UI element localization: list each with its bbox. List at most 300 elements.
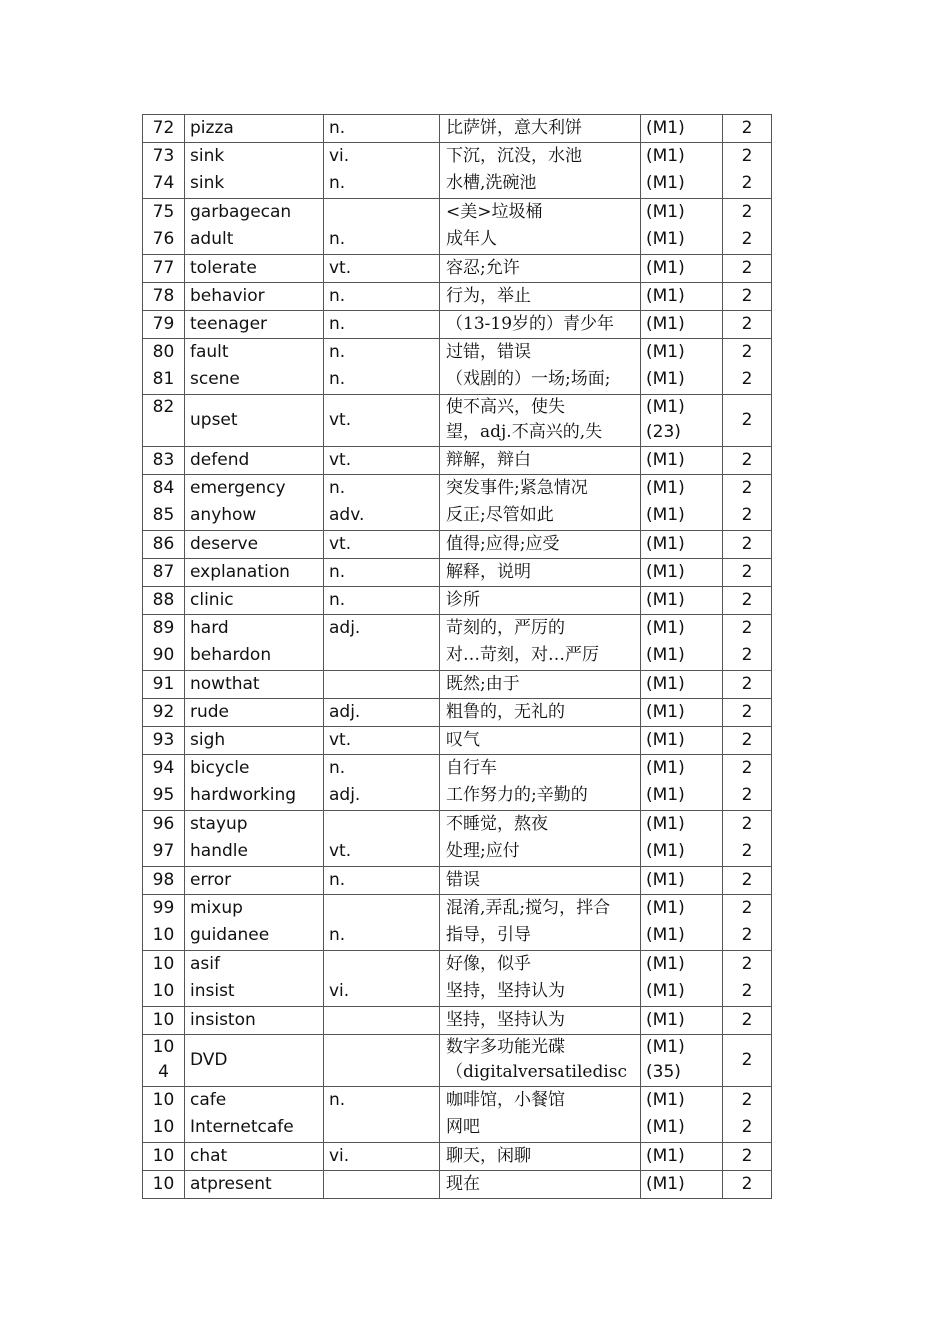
module-reference-text: (M1) [646,146,685,166]
word-text: Internetcafe [190,1117,294,1137]
table-row [143,615,772,671]
count-cell [723,339,772,395]
part-of-speech-cell [324,1087,440,1143]
table-row [143,587,772,615]
table-row [143,1143,772,1171]
row-number-cell [143,475,185,531]
part-of-speech-text: adj. [329,785,361,805]
module-reference-text: (M1) [646,785,685,805]
module-reference-text: (M1) [646,981,685,1001]
module-reference-text: (M1) [646,342,685,362]
row-number-text: 85 [152,505,175,525]
table-row [143,395,772,447]
module-reference-cell [641,531,723,559]
part-of-speech-cell [324,395,440,447]
meaning-cell [440,531,641,559]
module-reference-text: (M1) [646,258,685,278]
word-cell [185,447,324,475]
meaning-cell [440,811,641,867]
row-number-text: 94 [152,758,175,778]
module-reference-text: (M1) [646,1090,685,1110]
module-reference-cell [641,699,723,727]
meaning-cell [440,951,641,1007]
module-reference-cell [641,283,723,311]
count-text: 2 [741,758,753,778]
module-reference-cell [641,1007,723,1035]
meaning-text: （digitalversatiledisc [446,1062,628,1082]
row-number-text: 10 [152,1174,175,1194]
row-number-cell [143,311,185,339]
count-text: 2 [741,534,753,554]
part-of-speech-text: vt. [329,534,352,554]
count-cell [723,475,772,531]
word-text: anyhow [190,505,257,525]
word-cell [185,115,324,143]
count-text: 2 [741,785,753,805]
row-number-cell [143,1171,185,1199]
row-number-text: 4 [158,1062,169,1082]
count-text: 2 [741,954,753,974]
meaning-cell [440,339,641,395]
row-number-text: 84 [152,478,175,498]
word-cell [185,895,324,951]
row-number-text: 96 [152,814,175,834]
meaning-text: 望，adj.不高兴的,失 [446,422,603,442]
row-number-text: 77 [152,258,175,278]
module-reference-text: (M1) [646,534,685,554]
count-text: 2 [741,674,753,694]
word-cell [185,559,324,587]
count-text: 2 [741,702,753,722]
meaning-cell [440,587,641,615]
meaning-text: 自行车 [446,758,497,778]
table-row [143,475,772,531]
word-text: defend [190,450,250,470]
row-number-cell [143,559,185,587]
meaning-cell [440,1143,641,1171]
meaning-text: 容忍;允许 [446,258,520,278]
meaning-text: （13-19岁的）青少年 [446,314,615,334]
module-reference-cell [641,395,723,447]
row-number-text: 93 [152,730,175,750]
count-cell [723,755,772,811]
part-of-speech-cell [324,115,440,143]
module-reference-text: (M1) [646,202,685,222]
table-row [143,447,772,475]
count-text: 2 [741,146,753,166]
module-reference-text: (M1) [646,758,685,778]
word-cell [185,531,324,559]
count-text: 2 [741,286,753,306]
table-row [143,1035,772,1087]
row-number-cell [143,143,185,199]
module-reference-cell [641,587,723,615]
module-reference-text: (M1) [646,173,685,193]
module-reference-text: (M1) [646,814,685,834]
count-text: 2 [741,1010,753,1030]
meaning-cell [440,1171,641,1199]
word-cell [185,811,324,867]
count-text: 2 [741,1090,753,1110]
row-number-cell [143,283,185,311]
word-text: asif [190,954,220,974]
count-text: 2 [741,410,753,430]
row-number-text: 75 [152,202,175,222]
part-of-speech-text: adj. [329,702,361,722]
count-cell [723,1087,772,1143]
table-row [143,755,772,811]
module-reference-text: (M1) [646,1037,685,1057]
part-of-speech-text [329,1171,439,1198]
count-text: 2 [741,505,753,525]
part-of-speech-text [329,671,439,698]
count-cell [723,671,772,699]
word-text: guidanee [190,925,270,945]
meaning-text: 咖啡馆，小餐馆 [446,1090,565,1110]
part-of-speech-cell [324,727,440,755]
part-of-speech-cell [324,1143,440,1171]
part-of-speech-text: adj. [329,618,361,638]
part-of-speech-text [329,642,439,669]
row-number-cell [143,615,185,671]
row-number-cell [143,531,185,559]
meaning-text: 网吧 [446,1117,480,1137]
row-number-text: 79 [152,314,175,334]
meaning-text: 对…苛刻，对…严厉 [446,645,599,665]
meaning-cell [440,1035,641,1087]
meaning-cell [440,1087,641,1143]
meaning-text: 粗鲁的，无礼的 [446,702,565,722]
row-number-text: 10 [152,981,175,1001]
count-cell [723,143,772,199]
row-number-text: 76 [152,229,175,249]
count-cell [723,283,772,311]
word-text: nowthat [190,674,260,694]
module-reference-cell [641,199,723,255]
word-cell [185,671,324,699]
part-of-speech-text: vt. [329,450,352,470]
word-text: teenager [190,314,268,334]
word-cell [185,339,324,395]
part-of-speech-cell [324,1171,440,1199]
part-of-speech-cell [324,951,440,1007]
count-text: 2 [741,590,753,610]
meaning-text: 成年人 [446,229,497,249]
part-of-speech-cell [324,615,440,671]
part-of-speech-cell [324,475,440,531]
meaning-text: 诊所 [446,590,480,610]
word-text: upset [190,410,238,430]
row-number-text: 72 [152,118,175,138]
table-row [143,339,772,395]
meaning-cell [440,699,641,727]
count-cell [723,1035,772,1087]
row-number-text: 10 [152,925,175,945]
row-number-text: 97 [152,841,175,861]
meaning-text: 使不高兴，使失 [446,397,565,417]
module-reference-text: (35) [646,1062,681,1082]
meaning-text: 下沉，沉没，水池 [446,146,582,166]
word-text: scene [190,369,240,389]
meaning-text: 辩解，辩白 [446,450,531,470]
row-number-text: 73 [152,146,175,166]
count-text: 2 [741,1050,753,1070]
part-of-speech-cell [324,699,440,727]
part-of-speech-cell [324,811,440,867]
row-number-cell [143,727,185,755]
row-number-cell [143,587,185,615]
table-row [143,143,772,199]
meaning-text: 工作努力的;辛勤的 [446,785,588,805]
part-of-speech-text: n. [329,369,346,389]
word-cell [185,395,324,447]
word-text: cafe [190,1090,227,1110]
module-reference-text: (M1) [646,702,685,722]
count-cell [723,699,772,727]
word-cell [185,199,324,255]
word-cell [185,699,324,727]
module-reference-text: (M1) [646,450,685,470]
meaning-text: <美>垃圾桶 [446,202,543,222]
row-number-cell [143,867,185,895]
word-cell [185,1087,324,1143]
meaning-cell [440,895,641,951]
module-reference-cell [641,615,723,671]
part-of-speech-cell [324,311,440,339]
part-of-speech-cell [324,755,440,811]
table-row [143,811,772,867]
word-text: sink [190,173,225,193]
row-number-text: 10 [152,1146,175,1166]
module-reference-cell [641,1171,723,1199]
module-reference-text: (M1) [646,841,685,861]
count-text: 2 [741,450,753,470]
meaning-cell [440,727,641,755]
part-of-speech-cell [324,1007,440,1035]
word-text: handle [190,841,248,861]
row-number-cell [143,115,185,143]
word-text: sigh [190,730,226,750]
count-text: 2 [741,173,753,193]
meaning-text: 值得;应得;应受 [446,534,560,554]
part-of-speech-text [329,811,439,838]
word-cell [185,1143,324,1171]
count-cell [723,1007,772,1035]
row-number-text: 10 [152,1090,175,1110]
module-reference-text: (M1) [646,118,685,138]
meaning-text: 既然;由于 [446,674,520,694]
module-reference-text: (M1) [646,1146,685,1166]
table-row [143,311,772,339]
module-reference-text: (M1) [646,618,685,638]
table-row [143,283,772,311]
row-number-text: 90 [152,645,175,665]
part-of-speech-cell [324,587,440,615]
row-number-cell [143,1007,185,1035]
count-text: 2 [741,202,753,222]
row-number-text: 92 [152,702,175,722]
meaning-text: 坚持，坚持认为 [446,1010,565,1030]
table-row [143,559,772,587]
part-of-speech-cell [324,867,440,895]
module-reference-cell [641,143,723,199]
count-cell [723,727,772,755]
part-of-speech-cell [324,447,440,475]
part-of-speech-text: n. [329,229,346,249]
meaning-cell [440,867,641,895]
row-number-cell [143,699,185,727]
word-text: deserve [190,534,259,554]
row-number-text: 82 [152,397,175,417]
module-reference-cell [641,1035,723,1087]
row-number-cell [143,671,185,699]
word-text: atpresent [190,1174,272,1194]
module-reference-text: (M1) [646,898,685,918]
meaning-text: 解释，说明 [446,562,531,582]
word-cell [185,755,324,811]
module-reference-text: (M1) [646,730,685,750]
count-cell [723,811,772,867]
row-number-cell [143,199,185,255]
count-cell [723,867,772,895]
module-reference-cell [641,671,723,699]
part-of-speech-text [329,1048,439,1073]
count-cell [723,951,772,1007]
count-text: 2 [741,814,753,834]
module-reference-cell [641,475,723,531]
count-cell [723,559,772,587]
count-cell [723,395,772,447]
part-of-speech-text: n. [329,478,346,498]
count-cell [723,115,772,143]
word-text: behavior [190,286,265,306]
module-reference-cell [641,1143,723,1171]
part-of-speech-text: n. [329,1090,346,1110]
count-text: 2 [741,841,753,861]
part-of-speech-cell [324,283,440,311]
word-text: garbagecan [190,202,292,222]
row-number-text: 81 [152,369,175,389]
word-cell [185,867,324,895]
meaning-text: 错误 [446,870,480,890]
word-cell [185,1007,324,1035]
module-reference-text: (M1) [646,645,685,665]
count-cell [723,1171,772,1199]
part-of-speech-cell [324,1035,440,1087]
table-row [143,727,772,755]
word-cell [185,1171,324,1199]
row-number-text: 83 [152,450,175,470]
meaning-cell [440,447,641,475]
table-row [143,867,772,895]
part-of-speech-text: adv. [329,505,365,525]
table-row [143,1087,772,1143]
row-number-text: 91 [152,674,175,694]
count-text: 2 [741,645,753,665]
part-of-speech-text: n. [329,562,346,582]
module-reference-text: (M1) [646,505,685,525]
meaning-text: 苛刻的，严厉的 [446,618,565,638]
word-text: insiston [190,1010,256,1030]
module-reference-text: (M1) [646,229,685,249]
part-of-speech-text: n. [329,925,346,945]
part-of-speech-text: n. [329,173,346,193]
part-of-speech-cell [324,143,440,199]
module-reference-cell [641,867,723,895]
row-number-text: 89 [152,618,175,638]
meaning-text: 混淆,弄乱;搅匀，拌合 [446,898,611,918]
meaning-cell [440,395,641,447]
count-text: 2 [741,562,753,582]
part-of-speech-cell [324,559,440,587]
module-reference-text: (M1) [646,1174,685,1194]
part-of-speech-text [329,199,439,226]
word-cell [185,727,324,755]
word-text: tolerate [190,258,257,278]
meaning-cell [440,755,641,811]
table-row [143,1007,772,1035]
module-reference-text: (23) [646,422,681,442]
word-cell [185,255,324,283]
module-reference-text: (M1) [646,954,685,974]
row-number-text: 10 [152,954,175,974]
meaning-text: 行为，举止 [446,286,531,306]
part-of-speech-text: n. [329,590,346,610]
word-text: behardon [190,645,272,665]
module-reference-text: (M1) [646,562,685,582]
word-cell [185,615,324,671]
module-reference-text: (M1) [646,369,685,389]
word-text: sink [190,146,225,166]
meaning-text: 处理;应付 [446,841,520,861]
row-number-cell [143,447,185,475]
meaning-cell [440,255,641,283]
count-text: 2 [741,118,753,138]
module-reference-text: (M1) [646,397,685,417]
count-text: 2 [741,1174,753,1194]
count-cell [723,1143,772,1171]
word-text: bicycle [190,758,250,778]
meaning-cell [440,143,641,199]
part-of-speech-text: n. [329,314,346,334]
count-text: 2 [741,981,753,1001]
meaning-cell [440,1007,641,1035]
row-number-cell [143,951,185,1007]
count-text: 2 [741,369,753,389]
meaning-text: 比萨饼，意大利饼 [446,118,582,138]
module-reference-cell [641,255,723,283]
row-number-text: 88 [152,590,175,610]
module-reference-cell [641,447,723,475]
word-cell [185,283,324,311]
vocabulary-table [142,114,772,1199]
count-cell [723,587,772,615]
part-of-speech-text: n. [329,118,346,138]
part-of-speech-text [329,951,439,978]
part-of-speech-cell [324,255,440,283]
meaning-text: 聊天，闲聊 [446,1146,531,1166]
row-number-text: 87 [152,562,175,582]
word-text: error [190,870,232,890]
row-number-text: 99 [152,898,175,918]
meaning-text: 水槽,洗碗池 [446,173,537,193]
row-number-text: 86 [152,534,175,554]
word-text: stayup [190,814,248,834]
module-reference-text: (M1) [646,674,685,694]
word-text: explanation [190,562,290,582]
row-number-text: 10 [152,1117,175,1137]
part-of-speech-cell [324,671,440,699]
